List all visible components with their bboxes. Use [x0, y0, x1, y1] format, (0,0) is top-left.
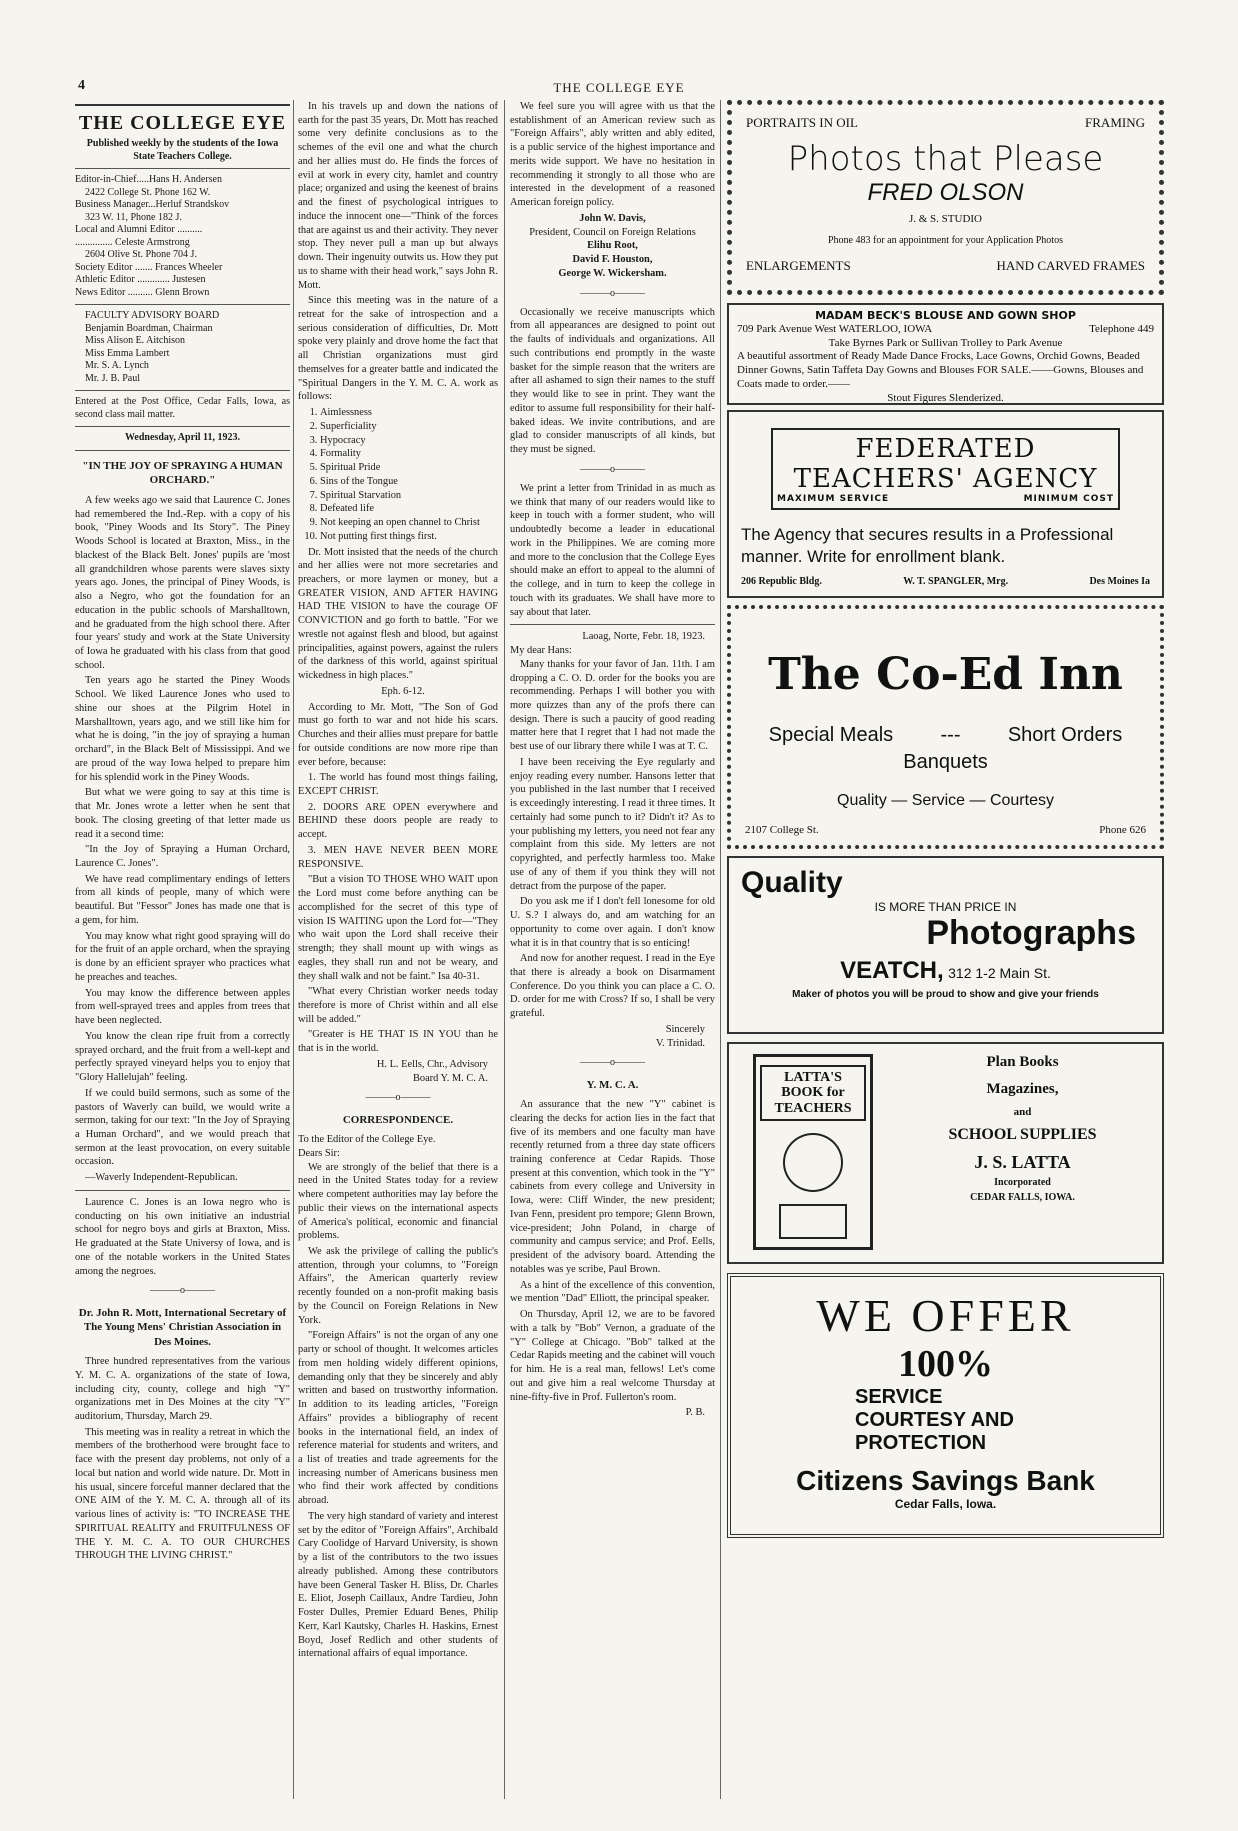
ad-headline: 100%	[898, 1343, 993, 1385]
paragraph: Many thanks for your favor of Jan. 11th. I am dropping a C. O. D. order for the books you are recommending. Perhaps I will bother you with more quizzes than any of the profs there can design. There is such a paucity of good reading matter here that I regret that I had not made the best use of our library there while I was at T. C.	[510, 658, 715, 753]
logo-text: FEDERATED TEACHERS' AGENCY	[793, 434, 1098, 494]
signer: Elihu Root,	[587, 240, 638, 252]
paragraph: "Greater is HE THAT IS IN YOU than he that is in the world.	[298, 1029, 498, 1055]
ad-body: A beautiful assortment of Ready Made Dance Frocks, Lace Gowns, Orchid Gowns, Beaded Dinner Gowns, Satin Taffeta Day Gowns and Blouses FOR SALE.——Gowns, Blouses and Coats made to order.——	[737, 350, 1144, 390]
ad-text: COURTESY AND	[855, 1409, 1014, 1431]
ad-text: Incorporated	[994, 1177, 1051, 1188]
list-item: 8. Defeated life	[320, 502, 498, 516]
paragraph: "In the Joy of Spraying a Human Orchard, Laurence C. Jones".	[75, 844, 290, 870]
paragraph: You may know what right good spraying will do for the fruit of an apple orchard, when the spraying is done by an efficient sprayer who practices what he preaches and teaches.	[75, 930, 290, 983]
dangers-list	[320, 406, 498, 543]
ad-text: Take Byrnes Park or Sullivan Trolley to Park Avenue	[828, 336, 1063, 349]
staff-line: News Editor .......... Glenn Brown	[75, 286, 210, 298]
ad-headline: Photos that Please	[787, 139, 1104, 179]
list-item: 5. Spiritual Pride	[320, 461, 498, 475]
paragraph: We are strongly of the belief that there is a need in the United States today for a review where competent authorities may lay before the public their views on the international aspects of America's political, economic and financial problems.	[298, 1161, 498, 1242]
federated-logo	[771, 428, 1120, 510]
paragraph: As a hint of the excellence of this convention, we mention "Dad" Elliott, the principal speaker.	[510, 1279, 715, 1305]
book-title: LATTA'S BOOK for TEACHERS	[760, 1065, 866, 1121]
ad-manager: W. T. SPANGLER, Mrg.	[903, 576, 1009, 588]
list-item: 1. Aimlessness	[320, 406, 498, 420]
letter-place: Laoag, Norte, Febr. 18, 1923.	[582, 631, 705, 643]
article-headline: Y. M. C. A.	[586, 1078, 639, 1091]
divider	[75, 304, 290, 305]
paragraph: And now for another request. I read in the Eye that there is already a book on Disarmament Conference. Do you think you can place a C. O. D. order for me with Cross? If so, I shall be very grateful.	[510, 953, 715, 1020]
entered-notice: Entered at the Post Office, Cedar Falls, Iowa, as second class mail matter.	[75, 396, 290, 420]
paragraph: Occasionally we receive manuscripts which from all appearances are designed to point out the faults of individuals and organizations. All such contributions end promptly in the waste basket for the simple reason that the writers are after all ashamed to sign their names to the stuff they would like to see in print. They want the editor to assume full responsibility for their half-baked ideas. We invite contributions, and are glad to consider manuscripts of all kinds, but they must be signed.	[510, 306, 715, 456]
ad-text-block	[893, 1054, 1152, 1252]
paragraph: An assurance that the new "Y" cabinet is clearing the decks for action lies in the fact that five of its members and one faculty man have recently returned from a three day state officers training conference at Cedar Rapids. Those present at this convention, which took in the "Y" cabinets from every college and University in Iowa, were: Cliff Winder, the new president; Ivan Fenn, president pro tempore; Glenn Brown, vice-president; John Poland, in charge of community and campus service; and Prof. Eells, president of the advisory board. Attending the notables was ye scribe, Paul Brown.	[510, 1099, 715, 1275]
ad-row	[746, 115, 1145, 131]
paragraph: "What every Christian worker needs today therefore is more of Christ within and all else will be added."	[298, 986, 498, 1025]
ad-motto: Quality — Service — Courtesy	[837, 792, 1054, 809]
ad-address: 206 Republic Bldg.	[741, 576, 822, 588]
staff-line: Athletic Editor ............. Justesen	[75, 274, 206, 286]
divider	[75, 426, 290, 427]
initials: P. B.	[685, 1407, 705, 1419]
signature-line: H. L. Eells, Chr., Advisory	[376, 1058, 488, 1070]
paragraph: According to Mr. Mott, "The Son of God must go forth to war and not hide his scars. Churches and their allies must prepare for battle for outside conditions are now more ripe than ever before, because:	[298, 701, 498, 768]
list-item: 10. Not putting first things first.	[320, 530, 498, 544]
signer: David F. Houston,	[572, 254, 653, 266]
ad-studio: J. & S. STUDIO	[908, 213, 983, 225]
ad-row	[746, 258, 1145, 274]
ad-text: Banquets	[903, 751, 988, 773]
signer: George W. Wickersham.	[558, 267, 667, 279]
staff-line: ............... Celeste Armstrong	[75, 236, 190, 248]
board-member: Benjamin Boardman, Chairman	[85, 322, 213, 334]
paragraph: We ask the privilege of calling the public's attention, through your columns, to "Foreign Affairs", the American quarterly review recently founded on a non-profit making basis by the Council on Foreign Relations in New York.	[298, 1245, 498, 1326]
ad-phone: Telephone 449	[1089, 322, 1154, 335]
list-item: 6. Sins of the Tongue	[320, 475, 498, 489]
ad-name: VEATCH,	[840, 957, 944, 984]
paragraph: You know the clean ripe fruit from a correctly sprayed orchard, and the fruit from a well-kept and perfectly sprayed vineyard helps you to enjoy that "Glory Hallelujah" feeling.	[75, 1030, 290, 1084]
ad-footer: Maker of photos you will be proud to show and give your friends	[792, 989, 1099, 1000]
column-2	[298, 100, 498, 1801]
ad-portraits	[727, 100, 1164, 295]
ad-citizens-bank	[727, 1273, 1164, 1538]
paragraph: We have read complimentary endings of letters from all kinds of people, many of which were beautiful. But "Fessor" Jones has made one that is a gem, for him.	[75, 873, 290, 926]
paragraph: "But a vision TO THOSE WHO WAIT upon the Lord must come before anything can be accomplished for the secret of this type of vision IS WAITING upon the Lord for—"They who wait upon the Lord shall receive their strength; they shall mount up with wings as eagles, they shall run and not be weary, and they shall walk and not be faint." Isa 40-31.	[298, 874, 498, 982]
ad-footer: Stout Figures Slenderized.	[887, 391, 1004, 404]
staff-line: Editor-in-Chief.....Hans H. Andersen	[75, 174, 222, 186]
ad-row	[745, 724, 1146, 747]
letter-close-line: Sincerely	[665, 1023, 705, 1035]
ad-name: FRED OLSON	[867, 179, 1024, 206]
paragraph: Ten years ago he started the Piney Woods School. We liked Laurence Jones who used to shine our shoes at the Pilgrim Hotel in Marshalltown, years ago, and we still like him for what he is doing, "in the joy of spraying a human orchard", in the Black Belt of Mississippi. And we are proud of the way Iowa helped to prepare him for his splendid work in the Piney Woods.	[75, 675, 290, 783]
paragraph: Since this meeting was in the nature of a retreat for the sake of introspection and a serious consideration of difficulties, Dr. Mott spoke very plainly and drove home the fact that all Christian organizations must gird themselves for a greater battle and indicated the "Spiritual Dangers in the Y. M. C. A. work as follows:	[298, 295, 498, 403]
ad-text: FRAMING	[1085, 115, 1145, 130]
logo-text: MINIMUM COST	[1023, 494, 1114, 504]
letter-close	[510, 1023, 715, 1050]
article-headline: CORRESPONDENCE.	[342, 1113, 454, 1126]
ad-text: Special Meals	[768, 724, 894, 746]
paragraph: Laurence C. Jones is an Iowa negro who is conducting on his own initiative an industrial school for negro boys and girls at Braxton, Miss. He graduated at the State Universy of Iowa, and is one of the notable workers in the United States among the negroes.	[75, 1196, 290, 1277]
staff-line: Society Editor ....... Frances Wheeler	[75, 261, 223, 273]
board-title: FACULTY ADVISORY BOARD	[85, 310, 220, 322]
logo-text: MAXIMUM SERVICE	[777, 494, 890, 504]
ad-headline: MADAM BECK'S BLOUSE AND GOWN SHOP	[815, 309, 1076, 322]
ad-headline: Quality	[741, 866, 843, 899]
ad-text: Short Orders	[1007, 724, 1123, 746]
ad-body: The Agency that secures results in a Professional manner. Write for enrollment blank.	[741, 525, 1114, 567]
letter-salutation: My dear Hans:	[510, 645, 572, 657]
divider	[510, 624, 715, 625]
ad-text: ---	[940, 724, 961, 746]
ad-phone: Phone 483 for an appointment for your Application Photos	[828, 235, 1063, 246]
list-item: 3. Hypocracy	[320, 434, 498, 448]
ad-text: and	[1013, 1106, 1032, 1118]
signer: President, Council on Foreign Relations	[529, 226, 696, 238]
masthead-published: Published weekly by the students of the Iowa State Teachers College.	[86, 138, 279, 162]
page-number: 4	[78, 78, 85, 93]
paragraph: In his travels up and down the nations of earth for the past 35 years, Dr. Mott has reached some very definite conclusions as to the schemes of the evil one and what the church and her allies must do. He finds the forces of evil at work in every city, hamlet and country place; organized and using the keenest of brains and the finest of psychological intrigues to induce the innocent one—"Think of the forces that are against us and their activity. They never stop. They never pull a man up but always down. Their ingenuity outwits us. How they put us to shame with their head work," says John R. Mott.	[298, 101, 498, 291]
column-rule	[293, 100, 294, 1799]
ad-federated-teachers	[727, 410, 1164, 598]
ad-headline: Photographs	[926, 914, 1136, 952]
paragraph: Eph. 6-12.	[381, 685, 425, 697]
separator: ———o———	[365, 1092, 431, 1104]
column-rule	[504, 100, 505, 1799]
ad-phone: Phone 626	[1099, 824, 1146, 836]
ad-headline: WE OFFER	[816, 1290, 1075, 1341]
list-item: 2. Superficiality	[320, 420, 498, 434]
ad-latta	[727, 1042, 1164, 1264]
column-1	[75, 100, 290, 1801]
paragraph: 2. DOORS ARE OPEN everywhere and BEHIND these doors people are ready to accept.	[298, 801, 498, 841]
column-rule	[720, 100, 721, 1799]
ad-text: SERVICE	[855, 1386, 943, 1408]
advisory-board	[75, 310, 290, 385]
ad-name: J. S. LATTA	[974, 1152, 1071, 1172]
book-illustration	[753, 1054, 873, 1250]
issue-date: Wednesday, April 11, 1923.	[124, 432, 241, 444]
divider	[75, 390, 290, 391]
divider	[75, 450, 290, 451]
board-member: Miss Emma Lambert	[85, 347, 170, 359]
paragraph: We print a letter from Trinidad in as much as we think that many of our readers would like to keep in touch with a former student, who will undoubtedly become a leader in educational work in the Philippines. We are coming more and more to the conclusion that the College Eyes should make an effort to appeal to the alumni of the college, and in turn to keep the college in touch with its graduates. We shall have more to say about that later.	[510, 483, 715, 618]
paragraph: Dr. Mott insisted that the needs of the church and her allies were not more secretaries and preachers, or more laymen or money, but a GREATER VISION, AND AFTER HAVING HAD THE VISION to have the courage OF CONVICTION and go forth to battle. "For we wrestle not against flesh and blood, but against principalities, against powers, against the rulers of the darkness of this world, against spiritual wickedness in high places."	[298, 546, 498, 682]
ad-row	[741, 957, 1150, 985]
ad-footer	[741, 576, 1150, 587]
divider	[75, 1190, 290, 1191]
list-item: 9. Not keeping an open channel to Christ	[320, 516, 498, 530]
paragraph: But what we were going to say at this time is that Mr. Jones wrote a letter when he sent that book. The closing greeting of that letter made us read it a second time:	[75, 787, 290, 840]
board-member: Mr. J. B. Paul	[85, 372, 141, 384]
ad-row	[737, 323, 1154, 337]
article-headline: "IN THE JOY OF SPRAYING A HUMAN ORCHARD."	[82, 459, 283, 487]
paragraph: You may know the difference between apples from well-sprayed trees and apples from trees that have been neglected.	[75, 987, 290, 1027]
article-headline: Dr. John R. Mott, International Secretary of The Young Mens' Christian Association in Des Moines.	[78, 1306, 287, 1348]
ad-address: 312 1-2 Main St.	[948, 965, 1051, 981]
credit: —Waverly Independent-Republican.	[85, 1172, 238, 1184]
paragraph: If we could build sermons, such as some of the pastors of Waverly can build, we would write a sermon, taking for our text: "In the Joy of Spraying a Human Orchard", and we would preach that sermon at the least provocation, on every suitable occasion.	[75, 1087, 290, 1168]
ad-footer	[745, 824, 1146, 836]
divider	[75, 168, 290, 169]
masthead-title: THE COLLEGE EYE	[75, 104, 290, 136]
ad-text: IS MORE THAN PRICE IN	[874, 900, 1017, 914]
ad-coed-inn	[727, 605, 1164, 849]
ad-madam-beck	[727, 303, 1164, 405]
paragraph: We feel sure you will agree with us that the establishment of an American review such as "Foreign Affairs", ably written and ably edited, is a public service of the highest importance and merits wide support. We have no hesitation in recommending it strongly to all those who are interested in the development of a reasoned American foreign policy.	[510, 101, 715, 209]
paragraph: 3. MEN HAVE NEVER BEEN MORE RESPONSIVE.	[298, 844, 498, 870]
signer: John W. Davis,	[579, 212, 646, 224]
paragraph: "Foreign Affairs" is not the organ of any one party or school of thought. It welcomes articles from men holding widely different opinions, demanding only that they be sincerely and ably written and based on trustworthy information. In addition to its leading articles, "Foreign Affairs" provides a bibliography of recent books in the international field, an index of reference material for students and writers, and a list of treaties and trade agreements for the increasing number of Americans business men who find their work affected by conditions abroad.	[298, 1330, 498, 1507]
ad-text: Magazines,	[986, 1081, 1059, 1097]
ad-text: HAND CARVED FRAMES	[996, 258, 1145, 273]
separator: ———o———	[580, 1057, 645, 1069]
ad-text: ENLARGEMENTS	[746, 258, 851, 273]
paragraph: A few weeks ago we said that Laurence C. Jones had remembered the Ind.-Rep. with a copy of his book, "Piney Woods and Its Story". The Piney Woods School is located at Braxton, Miss., in the blackest of the Black Belt. Jones' pupils are 'most all grandchildren whose parents were slaves sixty years ago. Jones, the principal of Piney Woods, is also a Negro, who got the foundation for an education in the public schools of Marshalltown, and he graduated from the high school there. After four years' study and work at the State University of Iowa he graduated with his class from that good school.	[75, 494, 290, 671]
board-member: Mr. S. A. Lynch	[85, 360, 149, 372]
ad-city: Cedar Falls, Iowa.	[894, 1497, 997, 1511]
ad-headline: The Co-Ed Inn	[768, 649, 1123, 700]
ad-city: CEDAR FALLS, IOWA.	[970, 1192, 1075, 1203]
logo-row	[777, 494, 1114, 504]
ad-veatch	[727, 856, 1164, 1034]
running-head: THE COLLEGE EYE	[553, 80, 685, 95]
staff-line: Local and Alumni Editor ..........	[75, 224, 203, 236]
ad-text: SCHOOL SUPPLIES	[948, 1126, 1097, 1143]
separator: ———o———	[150, 1285, 215, 1297]
paragraph: Three hundred representatives from the various Y. M. C. A. organizations of the state of Iowa, including city, county, college and high "Y" organizations met in Des Moines at the city "Y" auditorium, Thursday, March 29.	[75, 1356, 290, 1422]
label-icon	[779, 1204, 847, 1239]
signature	[298, 1058, 498, 1085]
staff-line: Business Manager...Herluf Strandskov	[75, 199, 230, 211]
separator: ———o———	[580, 287, 645, 299]
paragraph: On Thursday, April 12, we are to be favored with a talk by "Bob" Vernon, a graduate of the "Y" College at Chicago. "Bob" talked at the Cedar Rapids meeting and the cabinet will vouch for him. He is a real man, fellows! Let's come out and give him a real welcome Thursday at nine-fifty-five in Prof. Fullerton's room.	[510, 1309, 715, 1403]
signature-line: Board Y. M. C. A.	[412, 1072, 488, 1084]
paragraph: This meeting was in reality a retreat in which the members of the brotherhood were brought face to face with the present day problems, not only of a local but nation and world wide nature. Dr. Mott in his usual, sincere forceful manner declared that the ONE AIM of the Y. M. C. A. through all of its various lines of activity is: "TO INCREASE THE SPIRITUAL REALITY and FRUITFULNESS OF THE Y. M. C. A. TO OUR CHURCHES THROUGH THE LIVING CHRIST."	[75, 1426, 290, 1562]
letter-close-line: V. Trinidad.	[655, 1037, 705, 1049]
ad-text: PORTRAITS IN OIL	[746, 115, 858, 130]
ad-text: PROTECTION	[855, 1432, 987, 1454]
paragraph: The very high standard of variety and interest set by the editor of "Foreign Affairs", Archibald Cary Coolidge of Harvard University, is shown by a list of the contributors to the two issues already published. Among these contributors have been General Tasker H. Bliss, Dr. Charles E. Eliot, Joseph Caillaux, Andre Tardieu, John Foster Dulles, Premier Eduard Benes, Philip Kerr, Karl Kautsky, Charles H. Haskins, Ernest Boyd, Josef Redlich and other students of international affairs of equal importance.	[298, 1510, 498, 1660]
paragraph: Do you ask me if I don't fell lonesome for old U. S.? I always do, and am watching for an opportunity to come over again. I don't know what it is in that country that is so enticing!	[510, 896, 715, 949]
salutation: Dears Sir:	[298, 1147, 340, 1159]
signers	[510, 212, 715, 281]
seal-icon	[783, 1133, 843, 1192]
staff-line: 323 W. 11, Phone 182 J.	[85, 211, 182, 223]
separator: ———o———	[580, 463, 645, 475]
salutation: To the Editor of the College Eye.	[298, 1134, 436, 1146]
board-member: Miss Alison E. Aitchison	[85, 335, 186, 347]
list-item: 4. Formality	[320, 447, 498, 461]
ad-name: Citizens Savings Bank	[796, 1465, 1095, 1496]
staff-line: 2422 College St. Phone 162 W.	[85, 186, 211, 198]
paragraph: I have been receiving the Eye regularly and enjoy reading every number. Hansons letter that you published in the last number that I received is exceedingly interesting. I read it three times. It certainly had some punch to it? Didn't it? As to your publishing my letters, you need not fear any complaint from this side. My letters are not copyrighted, and perfectly harmless too. Make use of any of them if you think they will not detract from the purpose of the paper.	[510, 756, 715, 892]
column-3	[510, 100, 715, 1801]
ad-list	[745, 1386, 1146, 1455]
staff-line: 2604 Olive St. Phone 704 J.	[85, 249, 197, 261]
list-item: 7. Spiritual Starvation	[320, 489, 498, 503]
staff-list	[75, 174, 290, 299]
ad-address: 2107 College St.	[745, 824, 819, 836]
ad-city: Des Moines Ia	[1089, 576, 1150, 588]
paragraph: 1. The world has found most things failing, EXCEPT CHRIST.	[298, 772, 498, 797]
ad-address: 709 Park Avenue West WATERLOO, IOWA	[737, 322, 933, 335]
ad-text: Plan Books	[986, 1054, 1059, 1070]
